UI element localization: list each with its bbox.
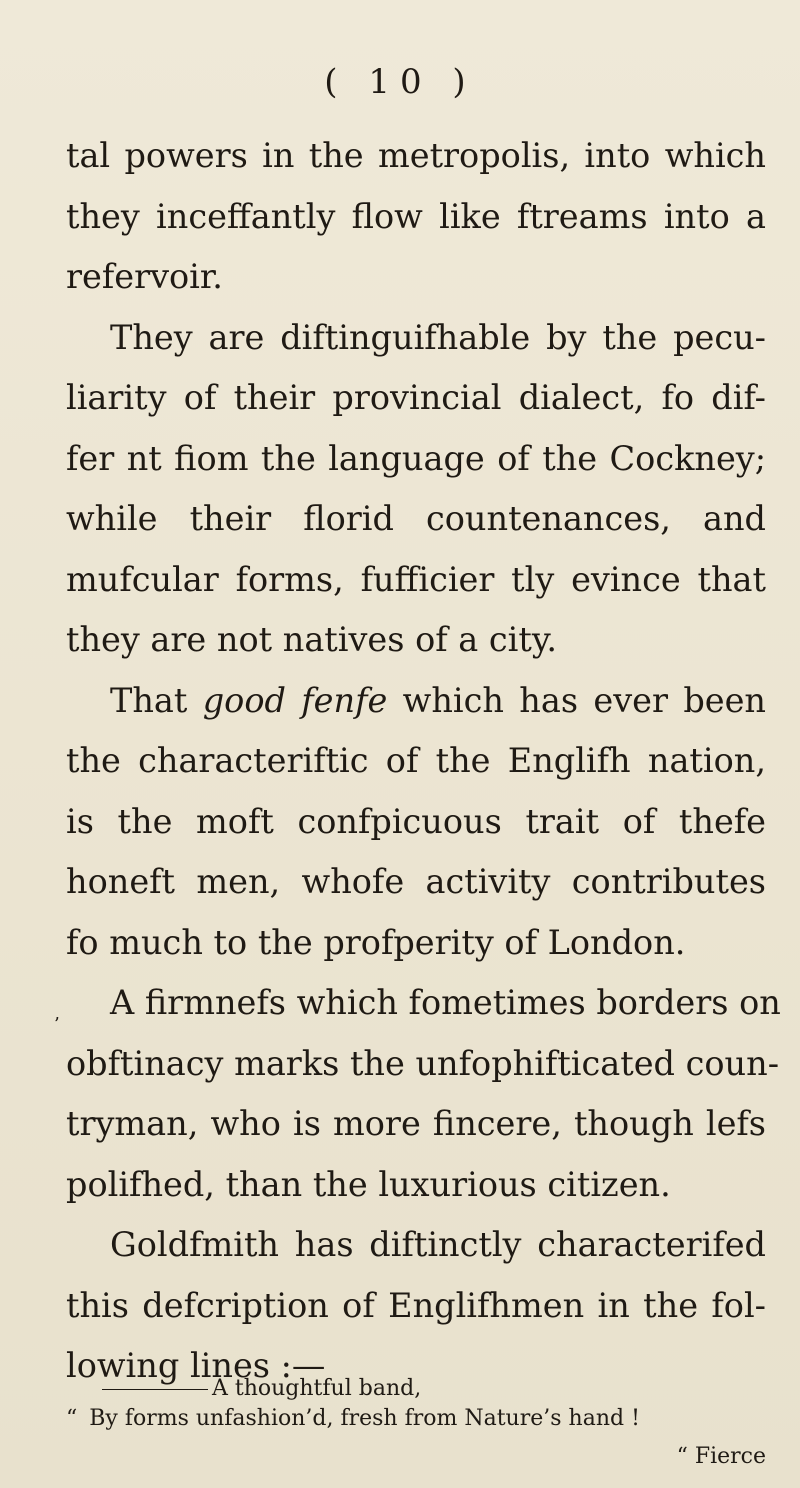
text-line	[66, 1276, 766, 1337]
text-line-content: they inceffantly flow like ftreams into a	[66, 196, 766, 236]
text-line	[66, 913, 766, 974]
text-line-content: lowing lines :—	[66, 1346, 326, 1385]
text-line-content: Goldfmith has diftinctly characterifed	[110, 1225, 766, 1264]
text-line	[66, 247, 766, 308]
text-line-content: fer nt fiom the language of the Cockney;	[66, 438, 766, 478]
text-line-content: they are not natives of a city.	[66, 620, 557, 659]
text-line	[66, 852, 766, 913]
text-line	[66, 1034, 780, 1095]
text-line-content: tal powers in the metropolis, into which	[66, 136, 766, 175]
text-line-part: which has ever been	[387, 680, 766, 720]
text-line-content: obftinacy marks the unfophifticated coun-	[66, 1043, 780, 1083]
text-line	[54, 973, 781, 1035]
text-line-content: polifhed, than the luxurious citizen.	[66, 1164, 671, 1204]
text-line	[66, 1094, 766, 1155]
verse-line-2	[66, 1406, 766, 1431]
text-line	[66, 489, 766, 550]
text-line	[66, 368, 766, 429]
text-line	[66, 1155, 766, 1216]
text-line-content: is the moft confpicuous trait of thefe	[66, 801, 766, 841]
text-line-content: fo much to the profperity of London.	[66, 922, 686, 962]
text-line-content: refervoir.	[66, 257, 223, 296]
text-line	[66, 610, 766, 671]
text-line	[66, 792, 766, 853]
verse-line-1-text: A thoughtful band,	[212, 1376, 422, 1401]
text-line	[66, 429, 766, 490]
text-line-content: while their florid countenances, and	[66, 499, 766, 538]
text-line	[66, 550, 766, 611]
text-line-content: honeft men, whofe activity contributes	[66, 862, 766, 901]
text-line	[66, 126, 766, 187]
catchword: “ Fierce	[676, 1444, 766, 1469]
text-line	[66, 187, 766, 248]
verse-quote-mark: “	[66, 1406, 78, 1431]
text-line-content: tryman, who is more fincere, though lefs	[66, 1104, 766, 1143]
text-line	[66, 1215, 766, 1276]
text-line-content: mufcular forms, fufficier tly evince that	[66, 559, 766, 599]
text-line-content: liarity of their provincial dialect, fo dif-	[66, 378, 766, 417]
text-line-content: the characteriftic of the Englifh nation,	[66, 741, 766, 780]
text-line-content: A firmnefs which fometimes borders on	[110, 983, 781, 1022]
italic-phrase: good fenfe	[202, 680, 388, 720]
text-line	[66, 671, 766, 732]
printer-mark: ’	[54, 1014, 60, 1035]
text-line	[66, 308, 766, 369]
text-line-content: They are diftinguifhable by the pecu-	[110, 317, 766, 357]
text-line-part: That	[110, 680, 203, 720]
text-line-content: this defcription of Englifhmen in the fol-	[66, 1285, 766, 1325]
text-line	[66, 731, 766, 792]
page-number: ( 10 )	[324, 62, 476, 102]
verse-dash-rule	[102, 1389, 208, 1390]
verse-line-1	[66, 1376, 766, 1401]
body-text	[54, 126, 781, 1397]
verse-line-2-text: By forms unfashion’d, fresh from Nature’s hand !	[89, 1406, 640, 1431]
